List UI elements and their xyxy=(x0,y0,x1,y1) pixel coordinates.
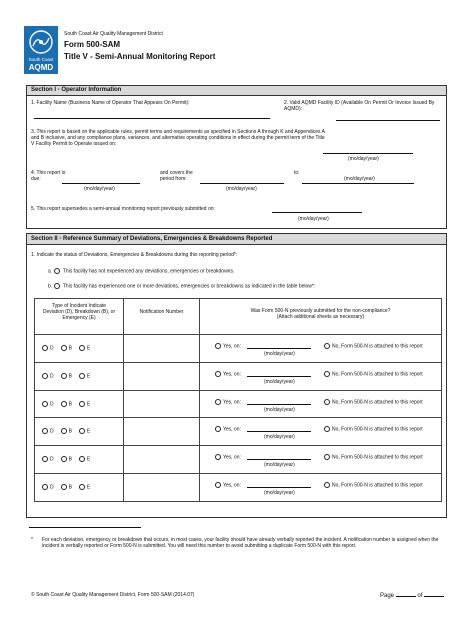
no-radio[interactable] xyxy=(324,426,330,432)
no-label: No, Form 500-N is attached to this report xyxy=(332,454,423,461)
type-d-radio[interactable] xyxy=(42,373,48,379)
period-from-hint: (mo/day/year) xyxy=(226,186,257,192)
type-b-label: B xyxy=(68,484,72,491)
q3-text: 3. This report is based on the applicable rules, permit terms and requirements as specified in Sections A through K and Appendices A and B inclusive, and any compliance plans, variances, and alternative operating conditions in effect during the permit term of the Title V Facility Permit to Operate issued on: xyxy=(31,129,325,147)
option-a-radio[interactable] xyxy=(54,268,60,274)
notification-number-cell[interactable] xyxy=(124,418,200,446)
yes-radio[interactable] xyxy=(215,371,221,377)
type-e-radio[interactable] xyxy=(79,373,85,379)
page-number-field[interactable] xyxy=(396,596,416,597)
q1-hint: (Business Name of Operator That Appears On Permit): xyxy=(68,100,190,106)
facility-name-field[interactable] xyxy=(34,118,270,119)
no-option xyxy=(324,454,423,460)
type-cell xyxy=(35,446,124,474)
page-label: Page xyxy=(380,593,395,599)
no-option xyxy=(324,371,423,377)
notification-number-cell[interactable] xyxy=(124,363,200,391)
yes-radio[interactable] xyxy=(215,426,221,432)
superseded-report-date-field[interactable] xyxy=(272,212,362,213)
footnote-text: For each deviation, emergency or breakdown that occurs, in most cases, your facility should have already verbally reported the incident. A notification number is assigned when the incident is verbally reported or Form 500-N is submitted. You will need this number to avoid submitting a duplicate Form 500-N with this report. xyxy=(42,537,439,549)
type-d-radio[interactable] xyxy=(42,401,48,407)
section-1-header xyxy=(27,86,446,96)
type-e-label: E xyxy=(86,345,91,352)
submitted-cell xyxy=(200,474,442,502)
submitted-date-hint: (mo/day/year) xyxy=(264,406,295,413)
due-date-hint: (mo/day/year) xyxy=(84,186,115,192)
yes-option xyxy=(215,371,241,377)
yes-option xyxy=(215,426,241,432)
notification-number-cell[interactable] xyxy=(124,335,200,363)
type-e-radio[interactable] xyxy=(79,345,85,351)
no-label: No, Form 500-N is attached to this report xyxy=(332,398,423,405)
submitted-cell xyxy=(200,446,442,474)
section-2-title: Section II - Reference Summary of Deviations, Emergencies & Breakdowns Reported xyxy=(31,235,273,242)
type-cell xyxy=(35,391,124,419)
type-d-radio[interactable] xyxy=(42,345,48,351)
option-a xyxy=(48,268,234,274)
submitted-date-field[interactable] xyxy=(247,404,311,405)
no-label: No, Form 500-N is attached to this report xyxy=(332,482,423,489)
col-form500n-subheader: (Attach additional sheets as necessary) xyxy=(276,314,365,320)
yes-label: Yes, on: xyxy=(223,482,241,489)
permit-issue-date-field[interactable] xyxy=(323,153,413,154)
type-b-radio[interactable] xyxy=(61,428,67,434)
type-e-label: E xyxy=(86,400,91,407)
yes-label: Yes, on: xyxy=(223,343,241,350)
footnote-marker: * xyxy=(31,537,33,543)
submitted-cell xyxy=(200,335,442,363)
submitted-date-hint: (mo/day/year) xyxy=(264,462,295,469)
no-option xyxy=(324,482,423,488)
type-b-radio[interactable] xyxy=(61,401,67,407)
type-e-label: E xyxy=(86,373,91,380)
type-e-radio[interactable] xyxy=(79,401,85,407)
q5-text: 5. This report supersedes a semi-annual monitoring report previously submitted on: xyxy=(31,206,215,212)
q2-label: 2. Valid AQMD Facility ID xyxy=(284,100,340,106)
type-e-radio[interactable] xyxy=(79,484,85,490)
type-cell xyxy=(35,474,124,502)
type-d-label: D xyxy=(50,400,54,407)
type-b-radio[interactable] xyxy=(61,484,67,490)
no-radio[interactable] xyxy=(324,454,330,460)
yes-option xyxy=(215,482,241,488)
yes-option xyxy=(215,343,241,349)
submitted-date-hint: (mo/day/year) xyxy=(264,351,295,357)
yes-option xyxy=(215,454,241,460)
yes-label: Yes, on: xyxy=(223,426,241,433)
no-radio[interactable] xyxy=(324,371,330,377)
option-b-radio[interactable] xyxy=(54,283,60,289)
type-d-label: D xyxy=(50,345,54,352)
type-e-label: E xyxy=(86,484,91,491)
type-e-label: E xyxy=(86,428,91,435)
type-b-label: B xyxy=(68,345,72,352)
no-option xyxy=(324,343,423,349)
col-notification-header-text: Notification Number xyxy=(139,309,184,315)
type-b-label: B xyxy=(68,400,72,407)
permit-date-hint: (mo/day/year) xyxy=(348,156,379,162)
yes-radio[interactable] xyxy=(215,454,221,460)
report-due-date-field[interactable] xyxy=(62,183,140,184)
type-d-radio[interactable] xyxy=(42,428,48,434)
notification-number-cell[interactable] xyxy=(124,474,200,502)
yes-label: Yes, on: xyxy=(223,398,241,405)
q4-to-label: to: xyxy=(294,170,300,176)
page-total-field[interactable] xyxy=(424,596,444,597)
no-label: No, Form 500-N is attached to this report xyxy=(332,371,423,378)
submitted-date-field[interactable] xyxy=(247,487,311,488)
q2-facility-id-label xyxy=(284,100,442,112)
submitted-cell xyxy=(200,391,442,419)
option-b xyxy=(48,283,315,289)
period-to-hint: (mo/day/year) xyxy=(344,176,375,182)
col-form500n-header xyxy=(200,299,442,335)
q4-period-from-label: and covers the period from: xyxy=(160,170,193,182)
notification-number-cell[interactable] xyxy=(124,391,200,419)
type-b-radio[interactable] xyxy=(61,373,67,379)
col-type-header-text: Type of Incident Indicate Deviation (D), Breakdown (B), or Emergency (E) xyxy=(42,303,116,321)
type-d-radio[interactable] xyxy=(42,456,48,462)
col-notification-header xyxy=(124,299,200,335)
col-type-header xyxy=(35,299,124,335)
type-e-radio[interactable] xyxy=(79,456,85,462)
no-radio[interactable] xyxy=(324,399,330,405)
submitted-date-hint: (mo/day/year) xyxy=(264,434,295,441)
type-cell xyxy=(35,363,124,391)
option-b-letter: b. xyxy=(48,283,53,290)
section-2-header xyxy=(27,234,446,245)
type-b-label: B xyxy=(68,373,72,380)
type-d-label: D xyxy=(50,373,54,380)
type-b-label: B xyxy=(68,428,72,435)
form-title: Title V - Semi-Annual Monitoring Report xyxy=(64,52,216,61)
incident-table xyxy=(34,298,442,502)
col-form500n-header-text: Was Form 500-N previously submitted for the non-compliance? xyxy=(250,308,391,314)
no-option xyxy=(324,426,423,432)
logo-text-top: South Coast xyxy=(28,57,54,62)
submitted-date-field[interactable] xyxy=(247,431,311,432)
submitted-date-hint: (mo/day/year) xyxy=(264,490,295,496)
submitted-date-hint: (mo/day/year) xyxy=(264,378,295,385)
no-radio[interactable] xyxy=(324,482,330,488)
type-b-radio[interactable] xyxy=(61,345,67,351)
yes-label: Yes, on: xyxy=(223,371,241,378)
no-radio[interactable] xyxy=(324,343,330,349)
option-a-text: This facility has not experienced any deviations, emergencies or breakdowns. xyxy=(62,268,235,275)
type-e-radio[interactable] xyxy=(79,428,85,434)
footnote-rule xyxy=(29,527,141,528)
q2-hint: (Available On Permit Or Invoice Issued By AQMD): xyxy=(284,100,435,112)
q1-label: 1. Facility Name xyxy=(31,100,67,106)
type-cell xyxy=(35,335,124,363)
yes-radio[interactable] xyxy=(215,482,221,488)
no-option xyxy=(324,399,423,405)
submitted-cell xyxy=(200,363,442,391)
type-b-label: B xyxy=(68,456,72,463)
footer-page-number xyxy=(380,593,444,600)
facility-id-field[interactable] xyxy=(336,120,440,121)
agency-name: South Coast Air Quality Management District xyxy=(64,31,163,37)
type-d-label: D xyxy=(50,484,54,491)
no-label: No, Form 500-N is attached to this report xyxy=(332,343,423,350)
type-d-label: D xyxy=(50,428,54,435)
aqmd-logo xyxy=(24,26,58,74)
submitted-date-field[interactable] xyxy=(247,459,311,460)
type-e-label: E xyxy=(86,456,91,463)
q4-due-label: 4. This report is due: xyxy=(31,170,66,182)
option-b-text: This facility has experienced one or more deviations, emergencies or breakdowns as indicated in the table below*: xyxy=(62,283,316,290)
type-cell xyxy=(35,418,124,446)
yes-option xyxy=(215,399,241,405)
section-1-title: Section I - Operator Information xyxy=(31,87,122,93)
of-label: of xyxy=(417,593,423,599)
no-label: No, Form 500-N is attached to this report xyxy=(332,426,423,433)
period-to-date-field[interactable] xyxy=(302,183,414,184)
submitted-cell xyxy=(200,418,442,446)
type-d-radio[interactable] xyxy=(42,484,48,490)
yes-radio[interactable] xyxy=(215,343,221,349)
s2-q1-text: 1. Indicate the status of Deviations, Emergencies & Breakdowns during this reporting period*: xyxy=(31,252,238,258)
footer-copyright: © South Coast Air Quality Management District, Form 500-SAM (2014.07) xyxy=(31,592,195,598)
submitted-date-field[interactable] xyxy=(247,348,311,349)
yes-label: Yes, on: xyxy=(223,454,241,461)
yes-radio[interactable] xyxy=(215,399,221,405)
notification-number-cell[interactable] xyxy=(124,446,200,474)
type-d-label: D xyxy=(50,456,54,463)
logo-text-bottom: AQMD xyxy=(28,63,54,72)
form-number: Form 500-SAM xyxy=(64,40,121,49)
option-a-letter: a. xyxy=(48,268,53,275)
type-b-radio[interactable] xyxy=(61,456,67,462)
q1-facility-name-label xyxy=(31,100,271,106)
submitted-date-field[interactable] xyxy=(247,376,311,377)
superseded-date-hint: (mo/day/year) xyxy=(298,216,329,222)
period-from-date-field[interactable] xyxy=(200,183,284,184)
